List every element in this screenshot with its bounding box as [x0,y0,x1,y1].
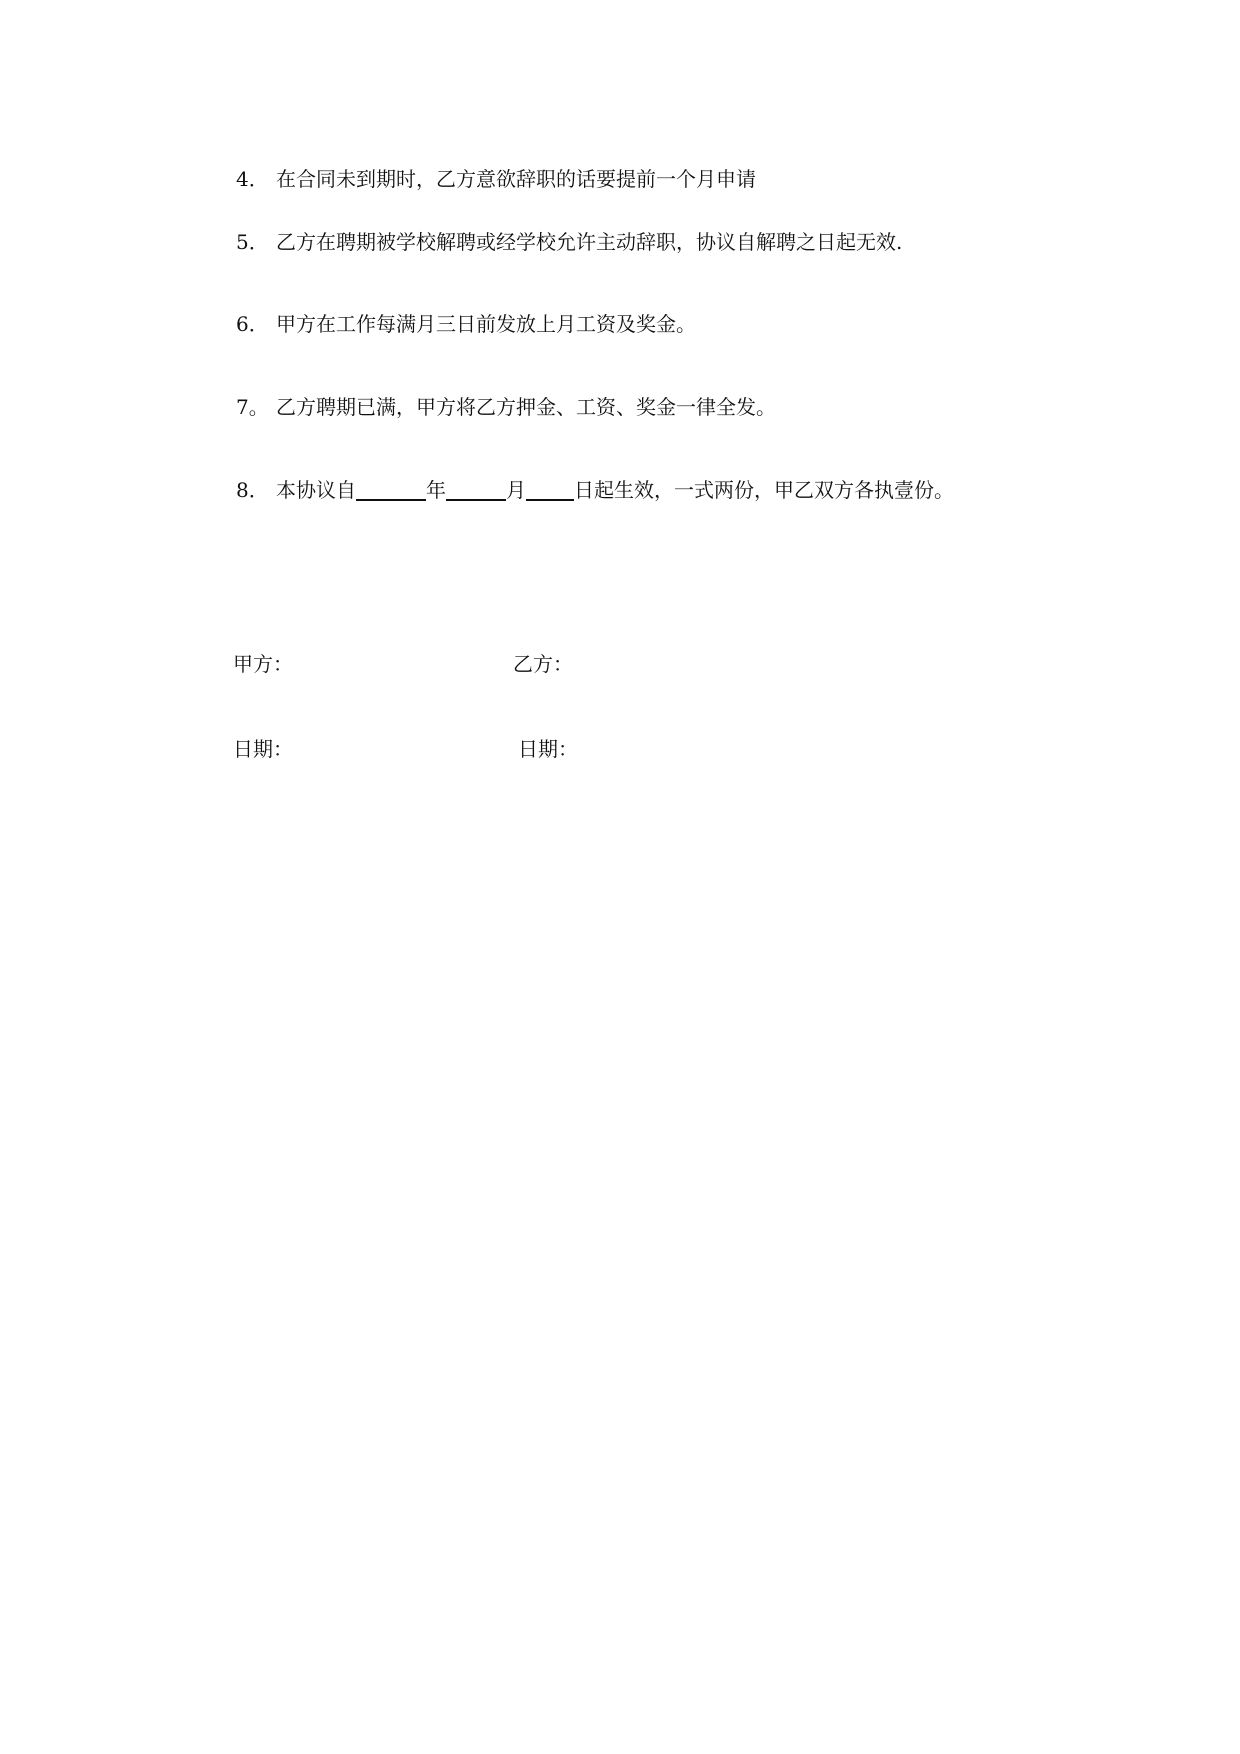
clause-number: 8． [236,478,269,502]
clause-text: 在合同未到期时，乙方意欲辞职的话要提前一个月申请 [276,167,756,191]
clause-6 [236,310,696,338]
date-b-label: 日期： [518,737,578,761]
clause-text: 乙方聘期已满，甲方将乙方押金、工资、奖金一律全发。 [276,395,776,419]
clause-8 [236,476,954,504]
clause-text-suffix: 日起生效，一式两份，甲乙双方各执壹份。 [574,478,954,502]
clause-5 [236,228,902,256]
month-label: 月 [506,478,526,502]
clause-text-prefix: 本协议自 [276,478,356,502]
year-label: 年 [426,478,446,502]
clause-number: 4． [236,167,269,191]
month-blank [446,477,506,501]
clause-text: 甲方在工作每满月三日前发放上月工资及奖金。 [276,312,696,336]
clause-number: 5． [236,230,269,254]
clause-number: 7。 [236,395,269,419]
clause-4 [236,165,756,193]
party-a-label: 甲方： [233,652,293,676]
day-blank [526,477,574,501]
year-blank [356,477,426,501]
date-a-label: 日期： [233,737,293,761]
clause-number: 6． [236,312,269,336]
clause-text: 乙方在聘期被学校解聘或经学校允许主动辞职，协议自解聘之日起无效. [276,230,903,254]
party-b-label: 乙方： [513,652,573,676]
clause-7 [236,393,776,421]
